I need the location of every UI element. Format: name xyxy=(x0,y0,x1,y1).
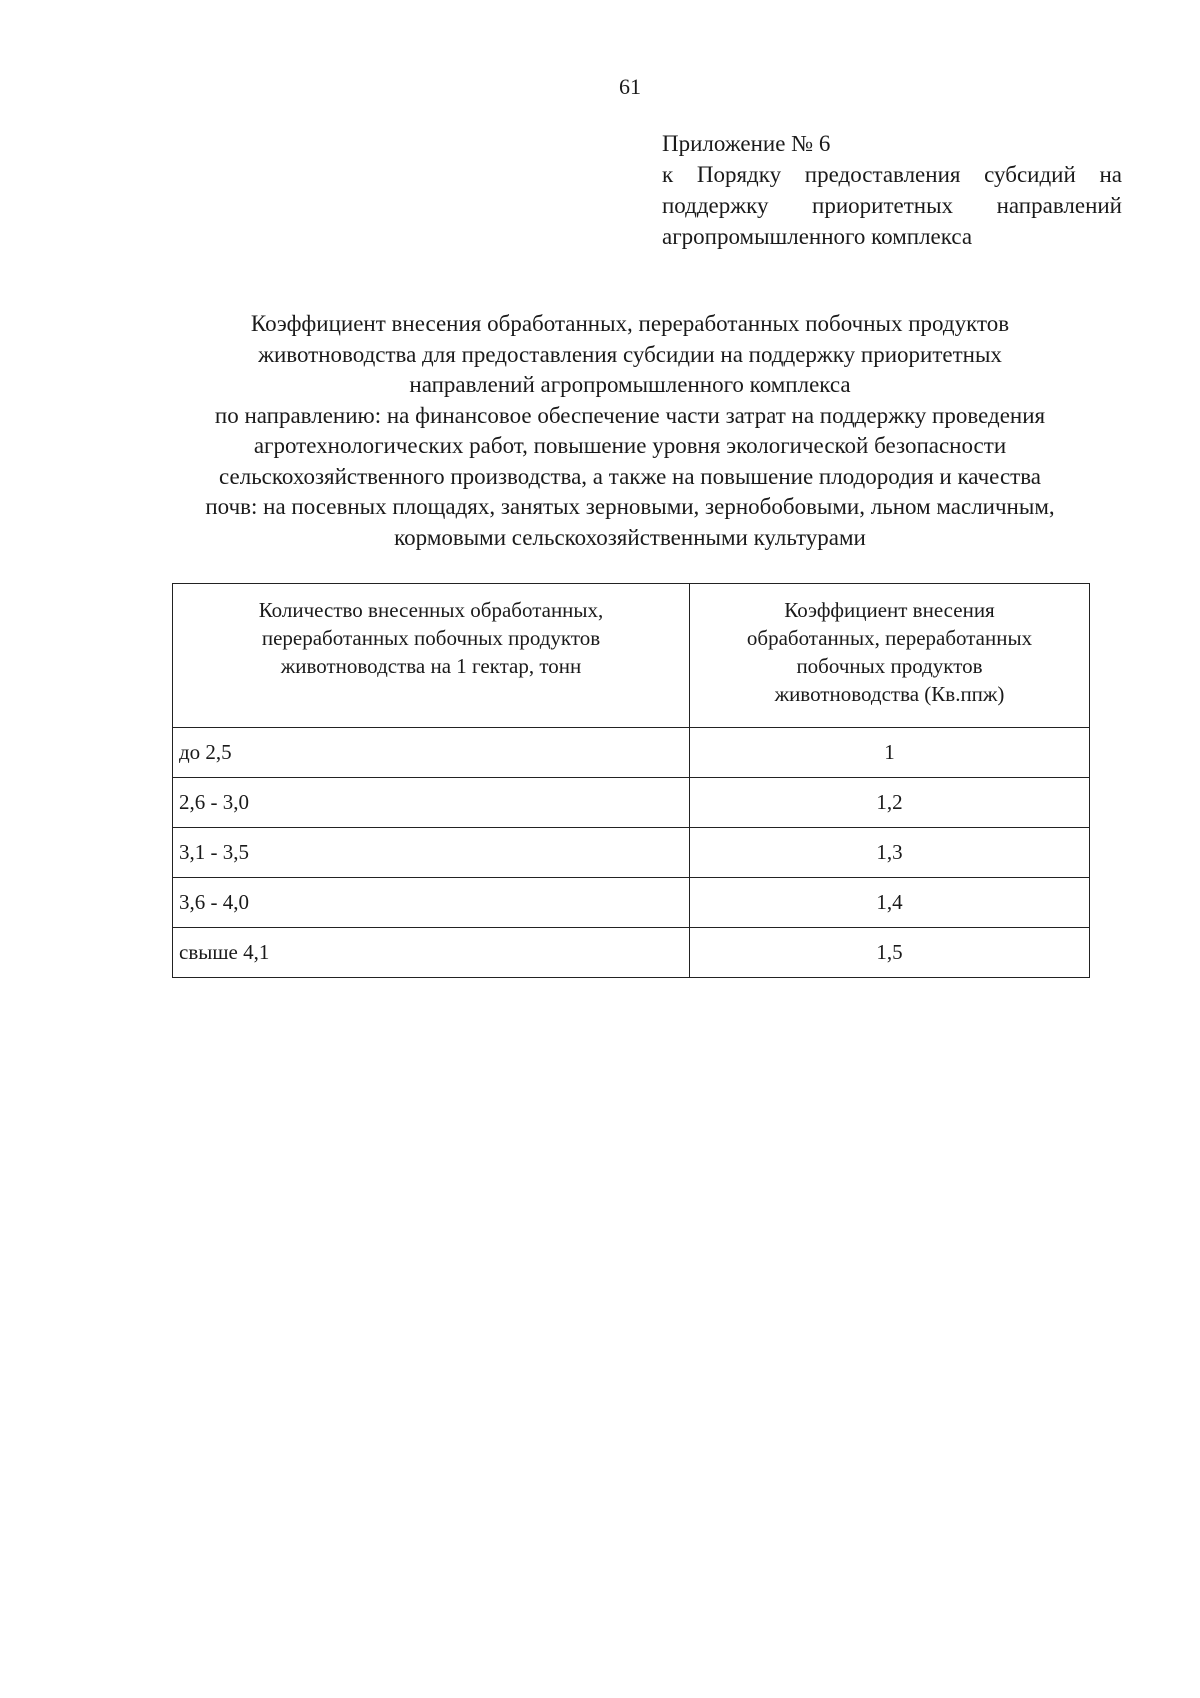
cell-coefficient: 1,5 xyxy=(690,928,1090,978)
cell-range: до 2,5 xyxy=(173,728,690,778)
header-quantity xyxy=(173,584,690,728)
heading-line: направлений агропромышленного комплекса xyxy=(409,372,851,397)
header-line: побочных продуктов xyxy=(796,654,983,678)
page-number: 61 xyxy=(619,74,641,99)
cell-range: свыше 4,1 xyxy=(173,928,690,978)
heading-line: агротехнологических работ, повышение уровня экологической безопасности xyxy=(253,433,1007,458)
heading-line: кормовыми сельскохозяйственными культурами xyxy=(394,524,866,550)
header-line: Количество внесенных обработанных, xyxy=(258,598,604,622)
table-header-row xyxy=(173,584,1090,728)
appendix-block xyxy=(662,128,1122,252)
cell-range: 3,1 - 3,5 xyxy=(173,828,690,878)
heading-line: животноводства для предоставления субсидии на поддержку приоритетных xyxy=(258,341,1002,367)
table-row xyxy=(173,928,1090,978)
cell-range: 2,6 - 3,0 xyxy=(173,778,690,828)
header-coefficient xyxy=(690,584,1090,728)
cell-coefficient: 1,4 xyxy=(690,878,1090,928)
cell-coefficient: 1,2 xyxy=(690,778,1090,828)
header-line: животноводства (Кв.ппж) xyxy=(774,682,1005,706)
table-row xyxy=(173,878,1090,928)
appendix-body: к Порядку предоставления субсидий на поддержку приоритетных направлений агропромышленного комплекса xyxy=(662,162,1122,249)
cell-coefficient: 1 xyxy=(690,728,1090,778)
header-line: Коэффициент внесения xyxy=(784,598,995,622)
cell-range: 3,6 - 4,0 xyxy=(173,878,690,928)
heading-line: Коэффициент внесения обработанных, переработанных побочных продуктов xyxy=(250,311,1010,336)
table-row xyxy=(173,778,1090,828)
coefficient-table xyxy=(172,583,1090,978)
cell-coefficient: 1,3 xyxy=(690,828,1090,878)
table-row xyxy=(173,728,1090,778)
appendix-title: Приложение № 6 xyxy=(662,131,831,156)
heading-line: сельскохозяйственного производства, а также на повышение плодородия и качества xyxy=(219,463,1041,489)
heading-line: почв: на посевных площадях, занятых зерновыми, зернобобовыми, льном масличным, xyxy=(205,494,1055,519)
table-row xyxy=(173,828,1090,878)
header-line: животноводства на 1 гектар, тонн xyxy=(280,654,582,678)
header-line: переработанных побочных продуктов xyxy=(261,626,601,650)
header-line: обработанных, переработанных xyxy=(746,626,1033,650)
heading-line: по направлению: на финансовое обеспечение части затрат на поддержку проведения xyxy=(214,402,1046,428)
document-heading xyxy=(130,309,1130,553)
